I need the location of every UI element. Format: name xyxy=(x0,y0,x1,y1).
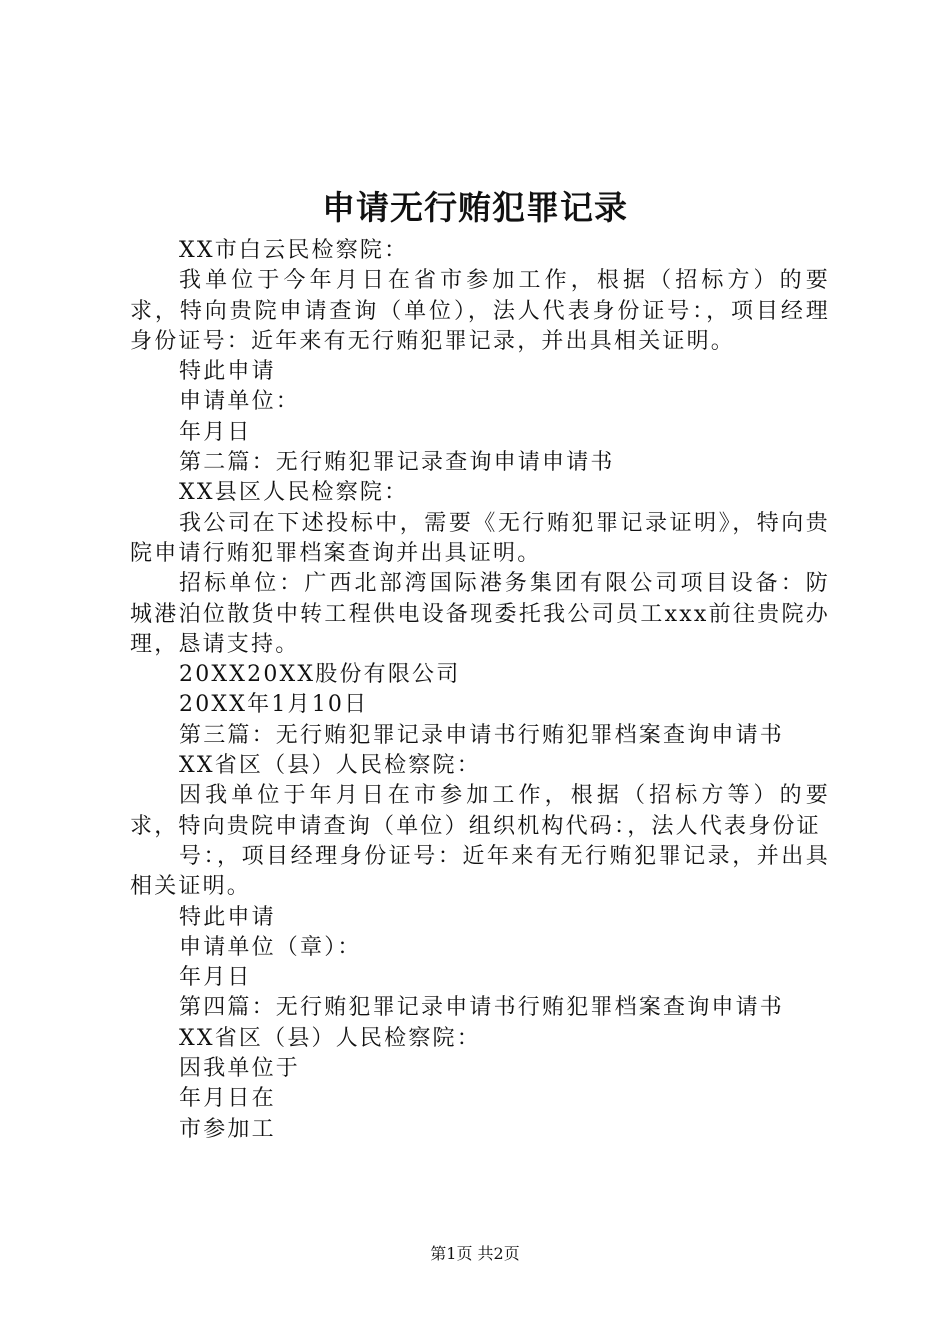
paragraph-applicant-3: 申请单位（章）： xyxy=(179,934,362,960)
paragraph-addressee-4: XX省区（县）人民检察院： xyxy=(179,1025,481,1051)
paragraph-date-3: 年月日 xyxy=(179,965,252,991)
paragraph-body-1: 我单位于今年月日在省市参加工作，根据（招标方）的要求，特向贵院申请查询（单位），法人代表身份证号：，项目经理身份证号：近年来有无行贿犯罪记录，并出具相关证明。 xyxy=(130,268,830,354)
paragraph-date-2: 20XX年1月10日 xyxy=(179,692,369,718)
paragraph-closing-1: 特此申请 xyxy=(179,359,276,385)
section-heading-3: 第三篇：无行贿犯罪记录申请书行贿犯罪档案查询申请书 xyxy=(179,722,785,748)
paragraph-body-3b: 号：，项目经理身份证号：近年来有无行贿犯罪记录，并出具相关证明。 xyxy=(130,843,830,900)
paragraph-date-1: 年月日 xyxy=(179,419,252,445)
document-body xyxy=(130,236,830,1145)
paragraph-body-2: 我公司在下述投标中，需要《无行贿犯罪记录证明》，特向贵院申请行贿犯罪档案查询并出具证明。 xyxy=(130,510,830,566)
paragraph-body-4c: 市参加工 xyxy=(179,1116,276,1142)
paragraph-body-2b: 招标单位：广西北部湾国际港务集团有限公司项目设备：防城港泊位散货中转工程供电设备现委托我公司员工xxx前往贵院办理，恳请支持。 xyxy=(130,571,830,657)
page-number: 第1页 共2页 xyxy=(430,1244,520,1263)
paragraph-addressee-1: XX市白云民检察院： xyxy=(179,238,409,263)
paragraph-body-3: 因我单位于年月日在市参加工作，根据（招标方等）的要求，特向贵院申请查询（单位）组织机构代码：，法人代表身份证 xyxy=(130,783,830,839)
paragraph-closing-3: 特此申请 xyxy=(179,904,276,930)
paragraph-addressee-2: XX县区人民检察院： xyxy=(179,480,409,506)
paragraph-addressee-3: XX省区（县）人民检察院： xyxy=(179,753,481,779)
paragraph-company: 20XX20XX股份有限公司 xyxy=(179,662,461,688)
paragraph-body-4a: 因我单位于 xyxy=(179,1056,301,1082)
section-heading-4: 第四篇：无行贿犯罪记录申请书行贿犯罪档案查询申请书 xyxy=(179,995,785,1021)
paragraph-applicant-1: 申请单位： xyxy=(179,389,301,415)
document-title: 申请无行贿犯罪记录 xyxy=(322,188,628,227)
paragraph-body-4b: 年月日在 xyxy=(179,1086,276,1112)
section-heading-2: 第二篇：无行贿犯罪记录查询申请申请书 xyxy=(179,450,615,476)
